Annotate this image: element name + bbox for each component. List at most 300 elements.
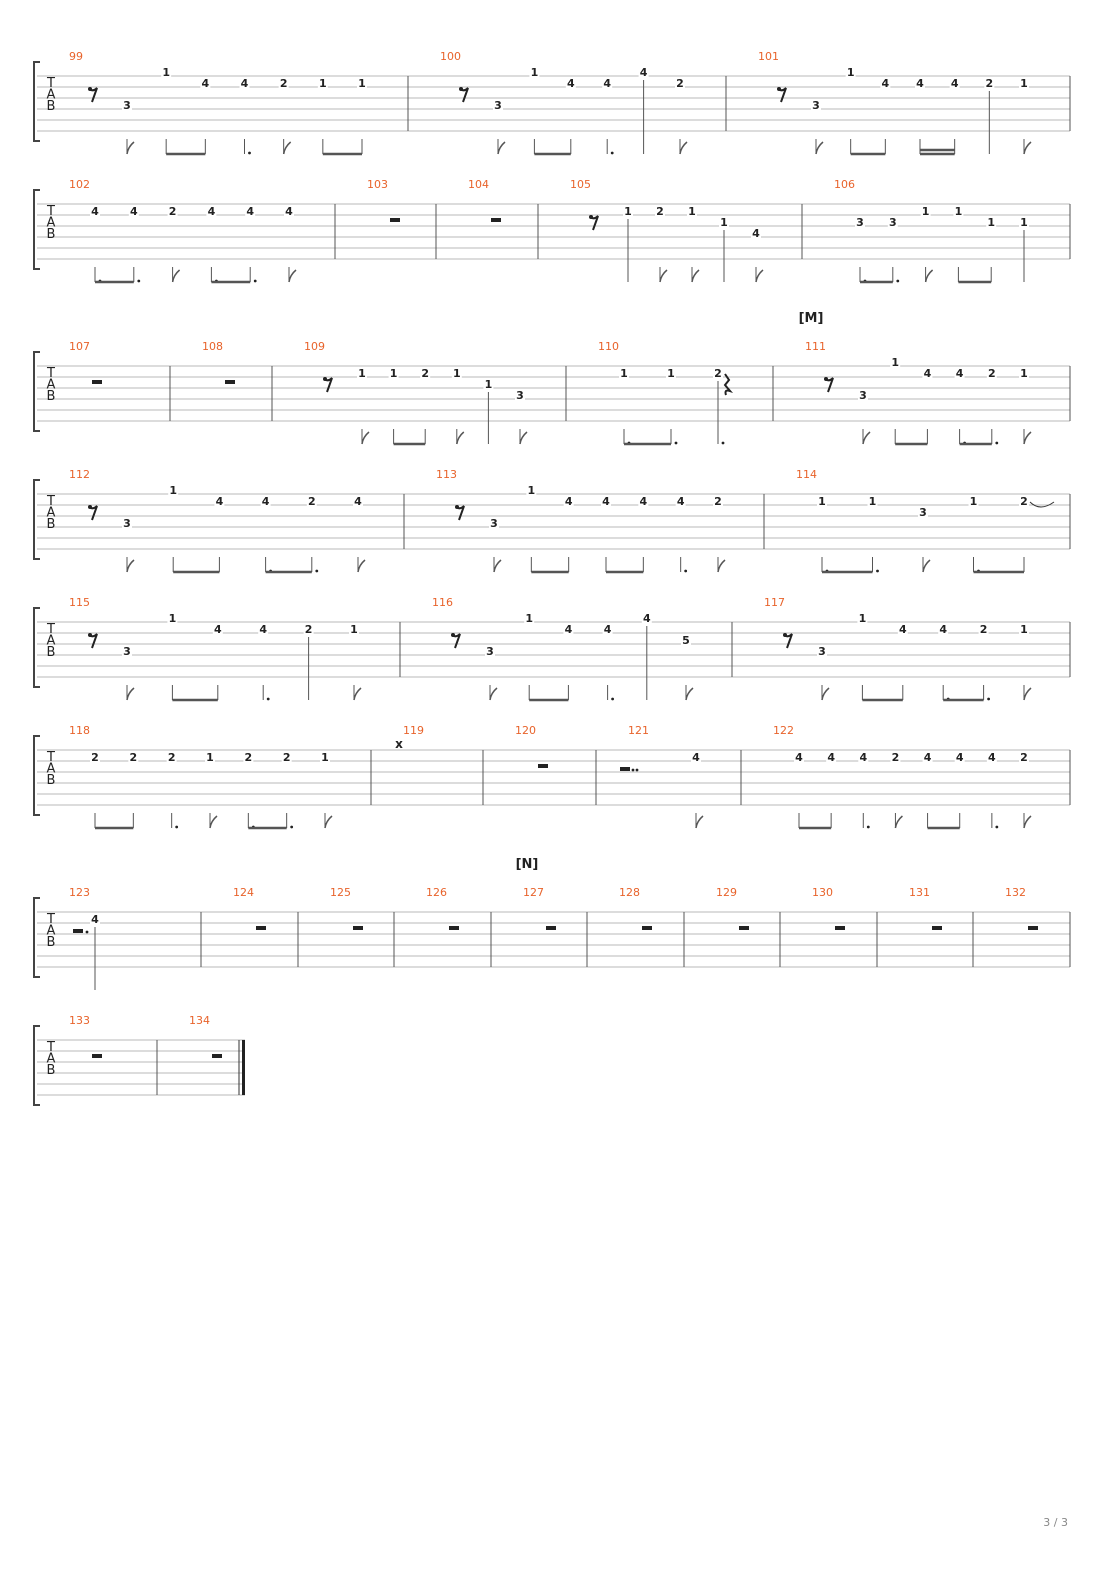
tab-note — [857, 612, 867, 700]
tab-note — [353, 495, 365, 572]
tab-note — [129, 205, 140, 282]
final-barline-thick — [242, 1040, 245, 1095]
note-flag — [498, 142, 505, 154]
tab-system — [34, 1014, 245, 1105]
tab-system — [34, 178, 1070, 282]
fret-number: 1 — [358, 367, 366, 380]
fret-number: 4 — [564, 495, 573, 508]
fret-number: 2 — [987, 367, 996, 380]
tab-note — [639, 66, 649, 154]
note-flag — [822, 688, 829, 700]
measure-number: 127 — [523, 886, 544, 899]
tab-note — [282, 751, 293, 828]
half-rest — [491, 218, 501, 222]
tab-note — [200, 77, 210, 154]
fret-number: 2 — [167, 751, 176, 764]
fret-number: 2 — [421, 367, 430, 380]
fret-number: 3 — [516, 389, 524, 402]
tab-note — [168, 205, 180, 282]
tab-note — [90, 205, 101, 282]
tab-note — [953, 205, 963, 282]
duration-dot — [876, 570, 879, 573]
duration-dot — [722, 442, 725, 445]
tab-clef-letter: T — [47, 912, 55, 927]
half-rest — [835, 926, 845, 930]
measure — [436, 178, 501, 259]
fret-number: 2 — [985, 77, 994, 90]
measure — [69, 468, 365, 572]
measure — [170, 340, 235, 421]
tab-note — [713, 495, 725, 572]
fret-number: 4 — [881, 77, 890, 90]
note-flag — [692, 270, 699, 282]
tab-note — [987, 367, 998, 444]
fret-number: 2 — [304, 623, 313, 636]
tab-note — [307, 495, 318, 572]
rest-dot — [636, 769, 639, 772]
system-bracket — [34, 190, 40, 269]
measure-number: 115 — [69, 596, 90, 609]
tab-clef-letter: B — [46, 389, 56, 404]
note-flag — [923, 560, 930, 572]
fret-number: 1 — [484, 378, 493, 391]
fret-number: 4 — [939, 623, 948, 636]
tab-note — [515, 389, 527, 444]
measure-number: 123 — [69, 886, 90, 899]
tab-note — [357, 77, 367, 154]
fret-number: 4 — [603, 77, 612, 90]
tab-note — [938, 623, 949, 700]
tab-note — [564, 495, 574, 572]
fret-number: 4 — [603, 623, 612, 636]
fret-number: 1 — [1020, 367, 1028, 380]
eighth-rest-dot — [783, 633, 787, 637]
note-flag — [289, 270, 296, 282]
measure — [201, 886, 266, 967]
measure-number: 131 — [909, 886, 930, 899]
fret-number: 1 — [954, 205, 963, 218]
measure-number: 109 — [304, 340, 325, 353]
measure-number: 100 — [440, 50, 461, 63]
tab-note — [888, 216, 899, 282]
note-flag — [127, 560, 134, 572]
fret-number: 4 — [261, 495, 270, 508]
note-flag — [718, 560, 725, 572]
eighth-rest-dot — [88, 633, 92, 637]
eighth-rest-dot — [451, 633, 455, 637]
tab-clef-letter: B — [46, 645, 56, 660]
tab-note — [666, 367, 677, 444]
tab-note — [1019, 216, 1029, 282]
tab-clef-letter: B — [46, 773, 56, 788]
tab-note — [493, 99, 505, 154]
tab-clef-letter: A — [46, 377, 56, 393]
tab-clef-letter: A — [46, 761, 56, 777]
fret-number: 3 — [123, 99, 131, 112]
measure-number: 126 — [426, 886, 447, 899]
tab-note — [563, 623, 573, 700]
eighth-rest-dot — [459, 87, 463, 91]
measure — [335, 178, 400, 259]
system-bracket — [34, 608, 40, 687]
note-flag — [490, 688, 497, 700]
system-bracket — [34, 1026, 40, 1105]
fret-number: 4 — [259, 623, 268, 636]
tab-note — [320, 751, 332, 828]
measure-number: 99 — [69, 50, 83, 63]
tab-note — [846, 66, 856, 154]
tab-note — [601, 495, 611, 572]
fret-number: 2 — [307, 495, 316, 508]
fret-number: 4 — [602, 495, 610, 508]
tab-note — [623, 205, 633, 282]
tab-note — [979, 623, 990, 700]
system-bracket — [34, 898, 40, 977]
rest-dot — [632, 769, 635, 772]
measure — [69, 50, 367, 154]
note-flag — [520, 432, 527, 444]
measure-number: 130 — [812, 886, 833, 899]
tab-note — [90, 751, 100, 828]
fret-number: 1 — [868, 495, 877, 508]
tab-clef-letter: T — [47, 750, 55, 765]
tab-note — [1019, 367, 1031, 444]
fret-number: 3 — [494, 99, 502, 112]
measure — [684, 886, 749, 967]
fret-number: 1 — [389, 367, 398, 380]
section-label: [M] — [798, 311, 824, 326]
fret-number: 4 — [955, 367, 964, 380]
fret-number: 1 — [530, 66, 539, 79]
tab-note — [638, 495, 648, 572]
measure-number: 110 — [598, 340, 619, 353]
measure — [404, 468, 725, 572]
fret-number: 2 — [168, 205, 177, 218]
half-rest — [449, 926, 459, 930]
half-rest — [212, 1054, 222, 1058]
eighth-rest-dot — [777, 87, 781, 91]
half-rest — [390, 218, 400, 222]
duration-dot — [987, 698, 990, 701]
duration-dot — [611, 152, 614, 155]
tab-note — [452, 367, 464, 444]
tab-note — [304, 623, 314, 700]
fret-number: 4 — [285, 205, 293, 218]
fret-number: 1 — [527, 484, 536, 497]
measure — [538, 178, 763, 282]
fret-number: 1 — [169, 484, 178, 497]
half-rest — [353, 926, 363, 930]
fret-number: 2 — [282, 751, 291, 764]
tab-note — [529, 66, 539, 154]
duration-dot — [248, 152, 251, 155]
fret-number: 2 — [1020, 495, 1028, 508]
fret-number: 1 — [921, 205, 930, 218]
fret-number: 1 — [358, 77, 366, 90]
measure — [400, 596, 693, 700]
half-rest — [620, 767, 630, 771]
tab-note — [719, 216, 729, 282]
fret-number: 4 — [827, 751, 835, 764]
measure-number: 132 — [1005, 886, 1026, 899]
measure — [726, 50, 1031, 154]
measure — [371, 724, 424, 805]
tab-note — [794, 751, 804, 828]
note-flag — [895, 816, 902, 828]
fret-number: 3 — [919, 506, 927, 519]
dead-note: x — [395, 737, 403, 751]
half-rest — [739, 926, 749, 930]
tab-note — [420, 367, 430, 444]
fret-number: 1 — [1020, 216, 1028, 229]
note-flag — [127, 688, 134, 700]
note-flag — [1024, 688, 1031, 700]
fret-number: 1 — [168, 612, 177, 625]
fret-number: 4 — [752, 227, 760, 240]
measure-number: 117 — [764, 596, 785, 609]
fret-number: 2 — [1020, 751, 1028, 764]
system-bracket — [34, 736, 40, 815]
measure — [272, 340, 527, 444]
fret-number: 4 — [129, 205, 138, 218]
tab-note — [868, 495, 879, 572]
fret-number: 4 — [564, 623, 573, 636]
tab-note — [1019, 623, 1031, 700]
tab-note — [898, 623, 908, 700]
half-rest — [642, 926, 652, 930]
fret-number: 1 — [162, 66, 170, 79]
fret-number: 3 — [123, 517, 131, 530]
tab-clef-letter: B — [46, 99, 56, 114]
measure — [69, 178, 296, 282]
half-rest — [546, 926, 556, 930]
fret-number: 2 — [676, 77, 684, 90]
measure — [780, 886, 845, 967]
tab-clef-letter: A — [46, 505, 56, 521]
measure-number: 129 — [716, 886, 737, 899]
measure-number: 101 — [758, 50, 779, 63]
fret-number: 3 — [856, 216, 864, 229]
note-flag — [926, 270, 933, 282]
measure-number: 122 — [773, 724, 794, 737]
half-rest — [73, 929, 83, 933]
fret-number: 4 — [916, 77, 924, 90]
fret-number: 2 — [714, 367, 722, 380]
half-rest — [538, 764, 548, 768]
fret-number: 4 — [923, 367, 932, 380]
fret-number: 3 — [818, 645, 826, 658]
tab-note — [524, 612, 534, 700]
duration-dot — [896, 280, 899, 283]
tab-note — [642, 612, 652, 700]
fret-number: 4 — [213, 623, 222, 636]
fret-number: 1 — [319, 77, 327, 90]
tab-note — [167, 612, 177, 700]
tab-note — [240, 77, 251, 154]
measure — [877, 886, 942, 967]
fret-number: 4 — [354, 495, 362, 508]
tab-note — [90, 913, 100, 990]
tab-note — [676, 495, 687, 572]
fret-number: 2 — [714, 495, 722, 508]
fret-number: 1 — [624, 205, 632, 218]
fret-number: 1 — [321, 751, 329, 764]
fret-number: 4 — [639, 495, 648, 508]
note-flag — [756, 270, 763, 282]
tab-note — [168, 484, 178, 572]
tab-clef-letter: B — [46, 517, 56, 532]
fret-number: 3 — [859, 389, 867, 402]
tab-note — [122, 517, 134, 572]
measure-number: 106 — [834, 178, 855, 191]
tab-clef-letter: A — [46, 1051, 56, 1067]
fret-number: 3 — [490, 517, 498, 530]
tab-note — [811, 99, 823, 154]
fret-number: 1 — [688, 205, 696, 218]
duration-dot — [254, 280, 257, 283]
tab-clef-letter: A — [46, 87, 56, 103]
measure-number: 112 — [69, 468, 90, 481]
fret-number: 1 — [818, 495, 826, 508]
tab-note — [955, 751, 965, 828]
eighth-rest-dot — [589, 215, 593, 219]
tab-system — [34, 340, 1070, 444]
fret-number: 3 — [812, 99, 820, 112]
measure — [764, 468, 1054, 572]
tab-note — [826, 751, 836, 828]
tab-note — [349, 623, 361, 700]
tab-note — [890, 751, 902, 828]
tab-note — [969, 495, 980, 572]
measure-number: 124 — [233, 886, 254, 899]
tab-clef-letter: A — [46, 633, 56, 649]
tab-note — [483, 378, 493, 444]
duration-dot — [137, 280, 140, 283]
measure — [973, 886, 1038, 967]
half-rest — [1028, 926, 1038, 930]
note-flag — [1024, 142, 1031, 154]
measure — [69, 886, 100, 990]
fret-number: 4 — [676, 495, 685, 508]
tab-clef-letter: T — [47, 1040, 55, 1055]
tab-note — [261, 495, 272, 572]
fret-number: 4 — [91, 205, 99, 218]
measure-number: 108 — [202, 340, 223, 353]
tab-clef-letter: B — [46, 935, 56, 950]
fret-number: 4 — [795, 751, 803, 764]
measure — [394, 886, 459, 967]
fret-number: 4 — [923, 751, 932, 764]
duration-dot — [995, 442, 998, 445]
fret-number: 1 — [452, 367, 461, 380]
duration-dot — [675, 442, 678, 445]
measure-number: 120 — [515, 724, 536, 737]
tab-clef-letter: T — [47, 204, 55, 219]
measure-number: 134 — [189, 1014, 210, 1027]
measure-number: 107 — [69, 340, 90, 353]
note-flag — [696, 816, 703, 828]
note-flag — [1024, 432, 1031, 444]
note-flag — [358, 560, 365, 572]
tab-system — [34, 724, 1070, 828]
fret-number: 4 — [240, 77, 249, 90]
tab-note — [128, 751, 138, 828]
measure — [69, 724, 332, 828]
duration-dot — [684, 570, 687, 573]
measure — [408, 50, 687, 154]
tab-note — [713, 367, 724, 444]
measure-number: 111 — [805, 340, 826, 353]
system-bracket — [34, 480, 40, 559]
tab-note — [279, 77, 291, 154]
note-flag — [1024, 816, 1031, 828]
note-flag — [457, 432, 464, 444]
fret-number: 4 — [91, 913, 99, 926]
tab-note — [389, 367, 399, 444]
tab-note — [922, 367, 932, 444]
duration-dot — [290, 826, 293, 829]
tab-clef-letter: B — [46, 1063, 56, 1078]
measure — [732, 596, 1031, 700]
fret-number: 1 — [667, 367, 675, 380]
tab-note — [987, 751, 998, 828]
measure-number: 114 — [796, 468, 817, 481]
tab-note — [243, 751, 254, 828]
measure-number: 121 — [628, 724, 649, 737]
tab-note — [206, 205, 217, 282]
duration-dot — [315, 570, 318, 573]
note-flag — [660, 270, 667, 282]
measure — [587, 886, 652, 967]
tab-system — [34, 886, 1070, 990]
tab-note — [167, 751, 178, 828]
measure-number: 128 — [619, 886, 640, 899]
tab-note — [205, 751, 217, 828]
fret-number: 4 — [950, 77, 959, 90]
fret-number: 4 — [246, 205, 255, 218]
fret-number: 2 — [891, 751, 900, 764]
tab-system — [34, 468, 1070, 572]
tab-note — [485, 645, 497, 700]
note-flag — [686, 688, 693, 700]
tab-clef-letter: T — [47, 366, 55, 381]
fret-number: 2 — [91, 751, 99, 764]
tab-clef-letter: T — [47, 76, 55, 91]
tab-clef-letter: A — [46, 923, 56, 939]
note-flag — [362, 432, 369, 444]
measure-number: 119 — [403, 724, 424, 737]
measure-number: 104 — [468, 178, 489, 191]
measure — [157, 1014, 222, 1095]
tab-note — [161, 66, 171, 154]
note-flag — [816, 142, 823, 154]
note-flag — [494, 560, 501, 572]
note-flag — [325, 816, 332, 828]
measure — [596, 724, 703, 828]
system-bracket — [34, 352, 40, 431]
fret-number: 4 — [201, 77, 210, 90]
tab-note — [955, 367, 966, 444]
fret-number: 1 — [1020, 623, 1028, 636]
tab-note — [214, 495, 224, 572]
tab-note — [950, 77, 960, 154]
measure — [773, 340, 1031, 444]
tab-note — [915, 77, 925, 154]
fret-number: 1 — [620, 367, 628, 380]
fret-number: 2 — [279, 77, 288, 90]
tab-note — [858, 389, 870, 444]
tab-note — [602, 77, 613, 154]
